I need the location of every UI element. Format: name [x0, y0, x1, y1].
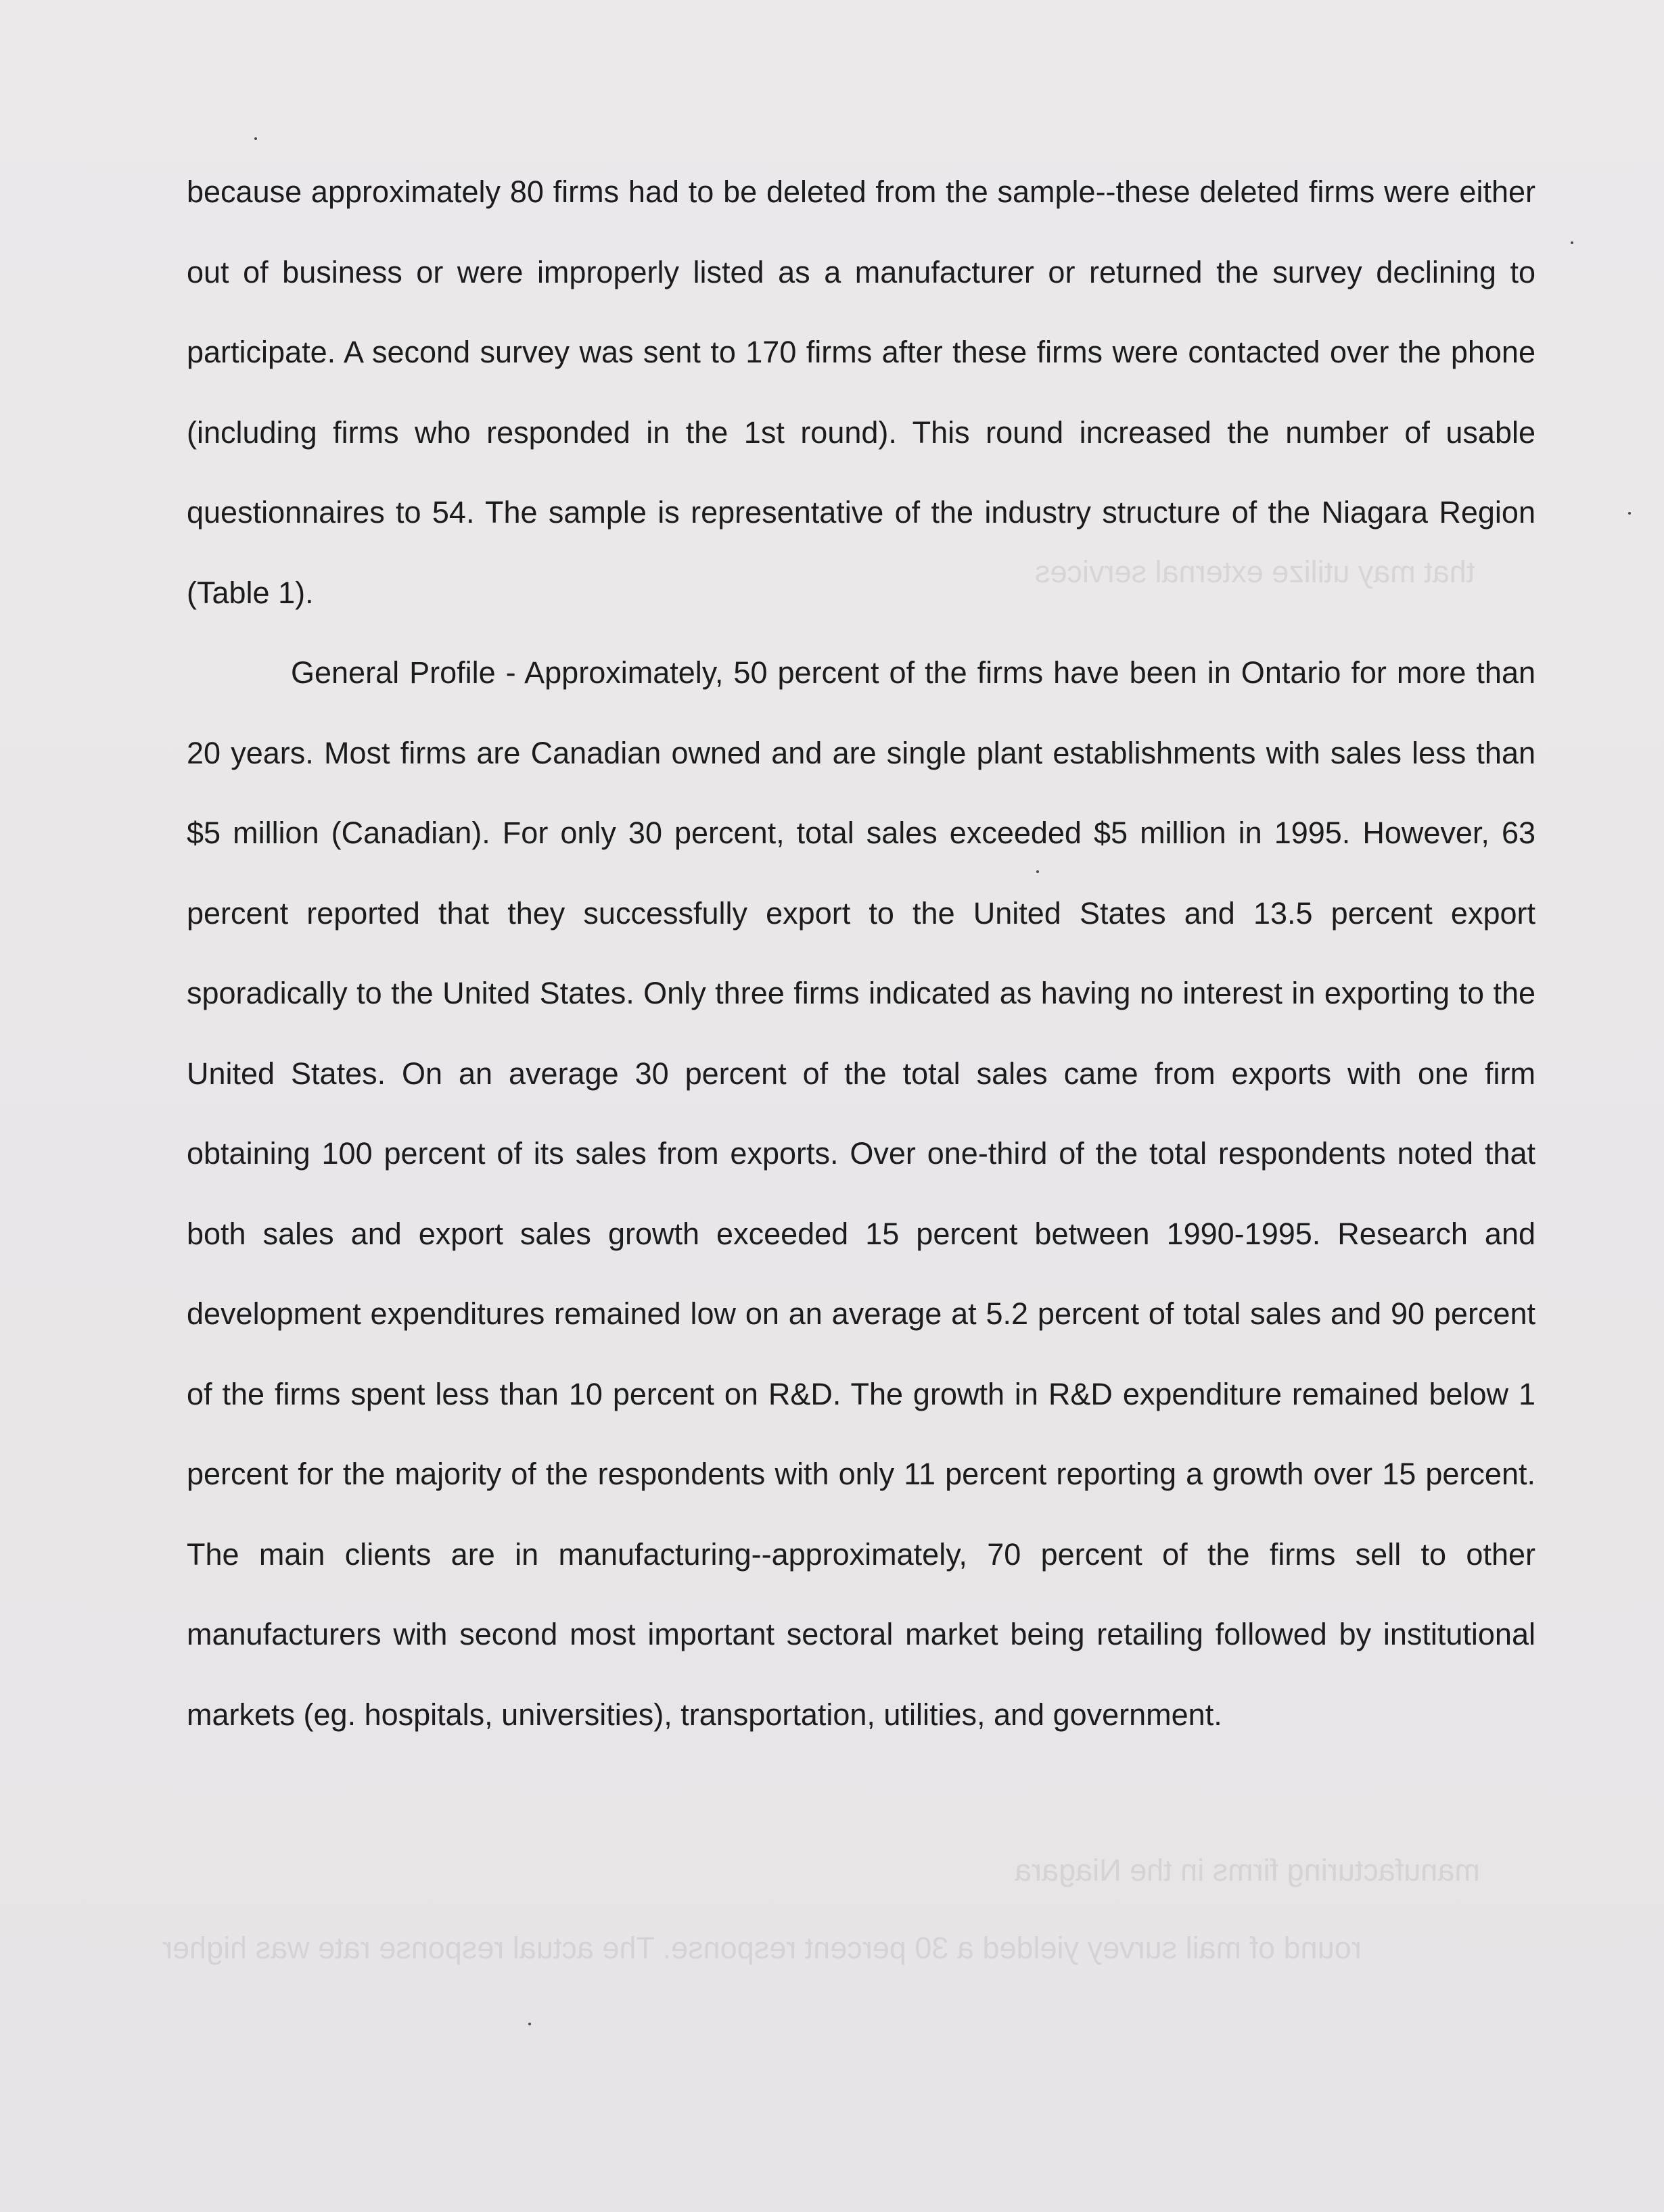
- scan-speck: [254, 137, 257, 140]
- scan-speck: [1036, 870, 1039, 873]
- bleed-through-line: round of mail survey yielded a 30 percent response. The actual response rate was higher: [162, 1931, 1362, 1965]
- scan-speck: [1571, 241, 1573, 244]
- scan-speck: [528, 2023, 531, 2025]
- bleed-through-line: manufacturing firms in the Niagara: [1015, 1853, 1480, 1887]
- body-text: [187, 152, 1535, 1755]
- bleed-through-line: that may utilize external services: [1035, 555, 1475, 589]
- paragraph-sample-description: because approximately 80 firms had to be deleted from the sample--these deleted firms were either out of business or were improperly listed as a manufacturer or returned the survey declining to participate. A second survey was sent to 170 firms after these firms were contacted over the phone (including firms who responded in the 1st round). This round increased the number of usable questionnaires to 54. The sample is representative of the industry structure of the Niagara Region (Table 1).: [187, 174, 1535, 610]
- scan-speck: [1628, 512, 1631, 515]
- paragraph-general-profile: General Profile - Approximately, 50 percent of the firms have been in Ontario for more than 20 years. Most firms are Canadian owned and are single plant establishments with sales less than $5 million (Canadian). For only 30 percent, total sales exceeded $5 million in 1995. However, 63 percent reported that they successfully export to the United States and 13.5 percent export sporadically to the United States. Only three firms indicated as having no interest in exporting to the United States. On an average 30 percent of the total sales came from exports with one firm obtaining 100 percent of its sales from exports. Over one-third of the total respondents noted that both sales and export sales growth exceeded 15 percent between 1990-1995. Research and development expenditures remained low on an average at 5.2 percent of total sales and 90 percent of the firms spent less than 10 percent on R&D. The growth in R&D expenditure remained below 1 percent for the majority of the respondents with only 11 percent reporting a growth over 15 percent. The main clients are in manufacturing--approximately, 70 percent of the firms sell to other manufacturers with second most important sectoral market being retailing followed by institutional markets (eg. hospitals, universities), transportation, utilities, and government.: [187, 655, 1535, 1732]
